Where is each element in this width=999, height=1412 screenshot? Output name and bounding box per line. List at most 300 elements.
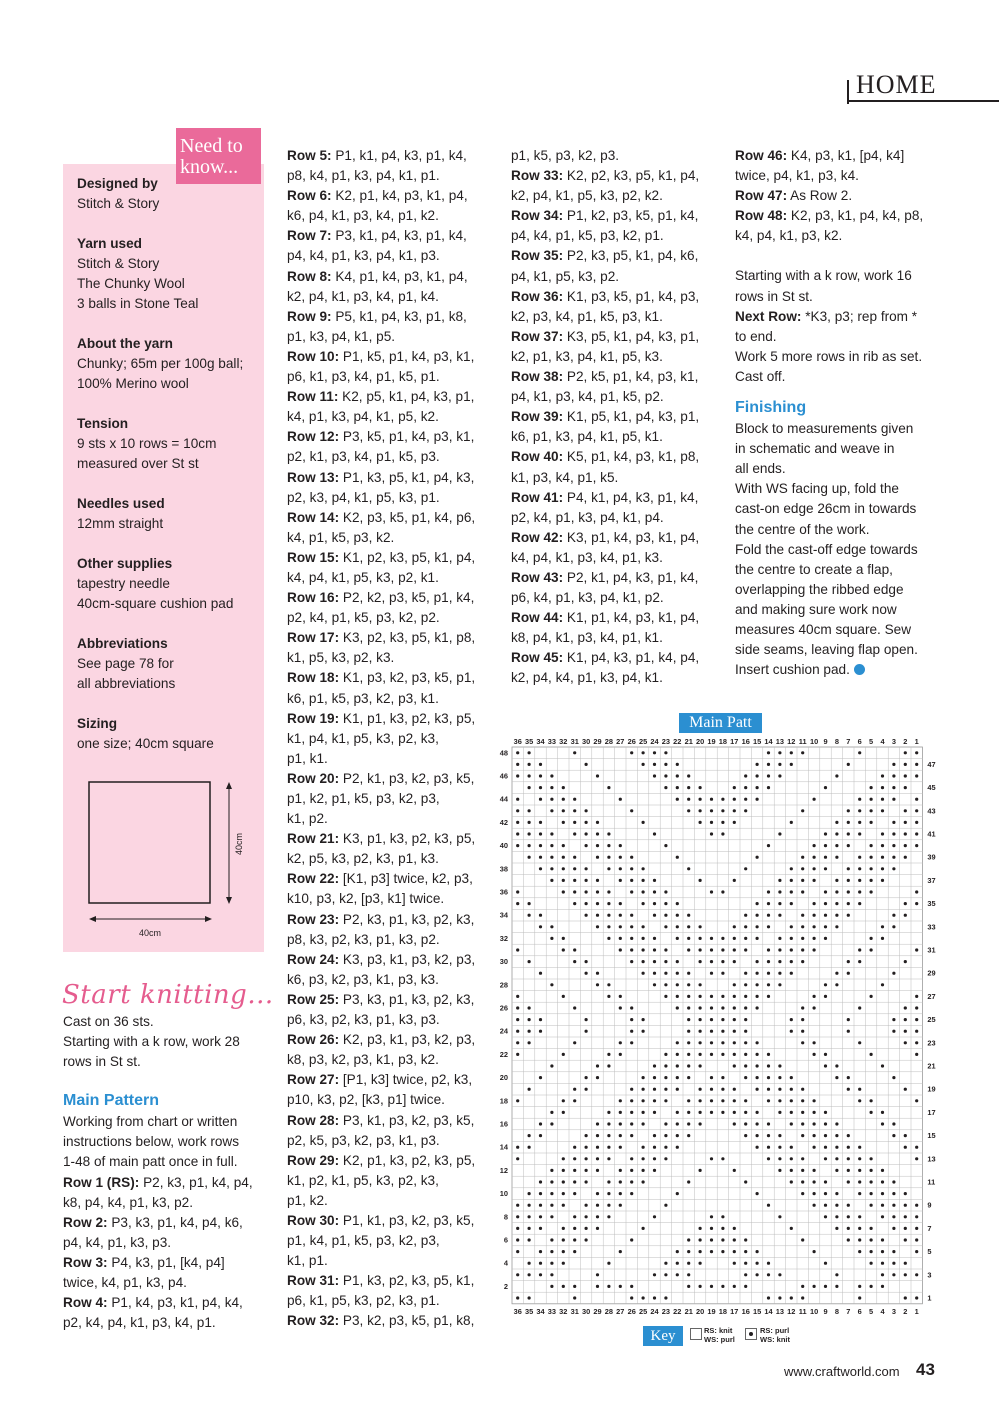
chart-stitch-dot bbox=[915, 1250, 918, 1253]
pattern-row-line bbox=[63, 1293, 278, 1313]
chart-stitch-dot bbox=[824, 1192, 827, 1195]
chart-column-number: 27 bbox=[616, 1306, 625, 1316]
chart-stitch-dot bbox=[858, 821, 861, 824]
pattern-row-line bbox=[287, 628, 497, 648]
chart-row-number: 48 bbox=[499, 748, 508, 758]
chart-stitch-dot bbox=[676, 960, 679, 963]
pattern-row-label: Row 40: bbox=[511, 449, 564, 465]
pattern-row-line bbox=[511, 668, 721, 688]
chart-stitch-dot bbox=[915, 995, 918, 998]
pattern-row-text: p4, k4, p1, k3, p3. bbox=[63, 1234, 172, 1250]
chart-stitch-dot bbox=[847, 1204, 850, 1207]
chart-stitch-dot bbox=[835, 1157, 838, 1160]
pattern-row-text: K1, p4, k3, p1, k4, p4, bbox=[566, 650, 700, 666]
pattern-row-line bbox=[287, 930, 497, 950]
chart-stitch-dot bbox=[642, 1030, 645, 1033]
chart-column-number: 12 bbox=[787, 737, 796, 746]
pattern-row-label: Row 35: bbox=[511, 248, 564, 264]
chart-stitch-dot bbox=[904, 1134, 907, 1137]
chart-stitch-dot bbox=[642, 972, 645, 975]
pattern-row-text: k2, p4, k1, p3, k4, p1, k4. bbox=[287, 288, 439, 304]
chart-stitch-dot bbox=[721, 1285, 724, 1288]
chart-stitch-dot bbox=[835, 1273, 838, 1276]
pattern-row-label: Row 37: bbox=[511, 328, 564, 344]
chart-stitch-dot bbox=[653, 1111, 656, 1114]
chart-stitch-dot bbox=[687, 1134, 690, 1137]
chart-stitch-dot bbox=[767, 902, 770, 905]
chart-stitch-dot bbox=[687, 983, 690, 986]
chart-stitch-dot bbox=[676, 1262, 679, 1265]
chart-stitch-dot bbox=[676, 1146, 679, 1149]
chart-stitch-dot bbox=[516, 751, 519, 754]
chart-row-number: 27 bbox=[927, 991, 936, 1001]
chart-stitch-dot bbox=[687, 948, 690, 951]
chart-stitch-dot bbox=[835, 1169, 838, 1172]
chart-stitch-dot bbox=[528, 1088, 531, 1091]
chart-stitch-dot bbox=[733, 960, 736, 963]
chart-row-number: 41 bbox=[927, 829, 936, 839]
pattern-row-label: Row 30: bbox=[287, 1212, 340, 1228]
chart-stitch-dot bbox=[824, 995, 827, 998]
chart-stitch-dot bbox=[756, 902, 759, 905]
chart-stitch-dot bbox=[778, 972, 781, 975]
chart-stitch-dot bbox=[562, 809, 565, 812]
pattern-row-line bbox=[511, 206, 721, 226]
chart-stitch-dot bbox=[733, 1018, 736, 1021]
pattern-row-text: As Row 2. bbox=[790, 188, 853, 204]
pattern-row-text: P2, k2, p3, k5, p1, k4, bbox=[342, 590, 475, 606]
chart-column-number: 15 bbox=[752, 1306, 762, 1316]
pattern-row-text: P3, k2, p3, k5, p1, k8, bbox=[342, 1313, 475, 1329]
chart-stitch-dot bbox=[904, 809, 907, 812]
chart-stitch-dot bbox=[664, 1122, 667, 1125]
pattern-row-line bbox=[511, 528, 721, 548]
chart-stitch-dot bbox=[596, 983, 599, 986]
chart-stitch-dot bbox=[619, 1192, 622, 1195]
chart-row-number: 25 bbox=[927, 1015, 936, 1025]
chart-stitch-dot bbox=[756, 1250, 759, 1253]
chart-stitch-dot bbox=[858, 1180, 861, 1183]
chart-stitch-dot bbox=[801, 937, 804, 940]
chart-stitch-dot bbox=[607, 1215, 610, 1218]
chart-stitch-dot bbox=[539, 972, 542, 975]
chart-stitch-dot bbox=[653, 832, 656, 835]
chart-stitch-dot bbox=[744, 1041, 747, 1044]
chart-stitch-dot bbox=[573, 832, 576, 835]
chart-stitch-dot bbox=[596, 1064, 599, 1067]
chart-stitch-dot bbox=[516, 1296, 519, 1299]
chart-stitch-dot bbox=[516, 1204, 519, 1207]
chart-stitch-dot bbox=[733, 798, 736, 801]
pattern-row-text: p1, k2. bbox=[287, 1192, 328, 1208]
chart-stitch-dot bbox=[904, 914, 907, 917]
chart-stitch-dot bbox=[653, 983, 656, 986]
chart-stitch-dot bbox=[892, 1192, 895, 1195]
pattern-row-line bbox=[63, 1313, 278, 1333]
chart-stitch-dot bbox=[562, 1169, 565, 1172]
chart-stitch-dot bbox=[585, 1030, 588, 1033]
pattern-row-line bbox=[287, 407, 497, 427]
pattern-row-label: Row 23: bbox=[287, 911, 340, 927]
chart-stitch-dot bbox=[562, 821, 565, 824]
chart-stitch-dot bbox=[585, 972, 588, 975]
chart-stitch-dot bbox=[585, 763, 588, 766]
chart-stitch-dot bbox=[619, 937, 622, 940]
pattern-row-text: k8, p4, k1, p3, k4, p1, k1. bbox=[511, 630, 663, 646]
chart-stitch-dot bbox=[642, 821, 645, 824]
chart-stitch-dot bbox=[892, 925, 895, 928]
chart-stitch-dot bbox=[824, 1146, 827, 1149]
chart-stitch-dot bbox=[744, 774, 747, 777]
chart-stitch-dot bbox=[596, 821, 599, 824]
chart-stitch-dot bbox=[870, 890, 873, 893]
chart-stitch-dot bbox=[824, 890, 827, 893]
chart-stitch-dot bbox=[664, 1088, 667, 1091]
chart-stitch-dot bbox=[630, 879, 633, 882]
pattern-row-text: K2, p1, k3, p2, k3, p5, bbox=[342, 1152, 476, 1168]
pattern-row-label: Row 42: bbox=[511, 529, 564, 545]
chart-stitch-dot bbox=[607, 995, 610, 998]
chart-stitch-dot bbox=[744, 1076, 747, 1079]
chart-stitch-dot bbox=[630, 914, 633, 917]
chart-stitch-dot bbox=[778, 960, 781, 963]
pattern-row-label: Row 36: bbox=[511, 288, 564, 304]
pattern-row-label: Row 12: bbox=[287, 429, 340, 445]
chart-stitch-dot bbox=[892, 832, 895, 835]
chart-row-number: 28 bbox=[499, 980, 508, 990]
pattern-row-text: p2, k4, p1, k3, p4, k1, p4. bbox=[511, 509, 664, 525]
chart-stitch-dot bbox=[699, 995, 702, 998]
chart-stitch-dot bbox=[676, 856, 679, 859]
chart-stitch-dot bbox=[756, 925, 759, 928]
chart-stitch-dot bbox=[562, 1111, 565, 1114]
chart-stitch-dot bbox=[824, 1134, 827, 1137]
chart-column-number: 25 bbox=[638, 1306, 648, 1316]
chart-stitch-dot bbox=[699, 1099, 702, 1102]
pattern-row-line bbox=[287, 387, 497, 407]
chart-stitch-dot bbox=[778, 751, 781, 754]
chart-stitch-dot bbox=[915, 890, 918, 893]
chart-stitch-dot bbox=[664, 983, 667, 986]
chart-stitch-dot bbox=[767, 1204, 770, 1207]
need-to-know-line: all abbreviations bbox=[77, 676, 176, 691]
pattern-rows-column-3 bbox=[511, 146, 721, 689]
chart-column-number: 36 bbox=[513, 1306, 522, 1316]
chart-stitch-dot bbox=[539, 1180, 542, 1183]
chart-stitch-dot bbox=[813, 937, 816, 940]
chart-stitch-dot bbox=[528, 1192, 531, 1195]
chart-stitch-dot bbox=[858, 902, 861, 905]
chart-stitch-dot bbox=[870, 995, 873, 998]
chart-stitch-dot bbox=[653, 1064, 656, 1067]
pattern-row-label: Row 6: bbox=[287, 188, 332, 204]
pattern-row-text: p1, k5, p3, k2, p3. bbox=[511, 148, 620, 163]
chart-stitch-dot bbox=[892, 798, 895, 801]
chart-stitch-dot bbox=[858, 1296, 861, 1299]
chart-column-number: 35 bbox=[524, 1306, 534, 1316]
chart-stitch-dot bbox=[881, 1238, 884, 1241]
chart-column-number: 30 bbox=[581, 1306, 591, 1316]
chart-stitch-dot bbox=[619, 1134, 622, 1137]
chart-stitch-dot bbox=[710, 832, 713, 835]
arrowhead-icon bbox=[89, 916, 96, 922]
chart-stitch-dot bbox=[642, 1111, 645, 1114]
chart-stitch-dot bbox=[835, 983, 838, 986]
chart-stitch-dot bbox=[721, 1099, 724, 1102]
chart-stitch-dot bbox=[870, 1227, 873, 1230]
pattern-row-line bbox=[287, 327, 497, 347]
chart-stitch-dot bbox=[642, 1296, 645, 1299]
chart-stitch-dot bbox=[573, 1146, 576, 1149]
chart-stitch-dot bbox=[562, 1204, 565, 1207]
chart-stitch-dot bbox=[767, 1134, 770, 1137]
chart-stitch-dot bbox=[904, 1192, 907, 1195]
pattern-row-text: twice, p4, k1, p3, k4. bbox=[735, 168, 859, 184]
chart-stitch-dot bbox=[642, 1076, 645, 1079]
chart-stitch-dot bbox=[904, 1030, 907, 1033]
pattern-row-line bbox=[735, 226, 945, 246]
chart-column-number: 30 bbox=[581, 737, 591, 746]
chart-stitch-dot bbox=[904, 960, 907, 963]
chart-stitch-dot bbox=[892, 774, 895, 777]
chart-column-number: 19 bbox=[707, 737, 716, 746]
chart-stitch-dot bbox=[813, 1041, 816, 1044]
chart-stitch-dot bbox=[744, 1238, 747, 1241]
pattern-row-label: Row 28: bbox=[287, 1112, 340, 1128]
chart-stitch-dot bbox=[881, 844, 884, 847]
need-to-know-line: 100% Merino wool bbox=[77, 376, 189, 391]
chart-stitch-dot bbox=[915, 1030, 918, 1033]
chart-stitch-dot bbox=[778, 1111, 781, 1114]
chart-stitch-dot bbox=[858, 1250, 861, 1253]
chart-stitch-dot bbox=[721, 995, 724, 998]
chart-stitch-dot bbox=[835, 832, 838, 835]
chart-stitch-dot bbox=[710, 972, 713, 975]
chart-stitch-dot bbox=[607, 1064, 610, 1067]
chart-stitch-dot bbox=[664, 786, 667, 789]
chart-stitch-dot bbox=[699, 1111, 702, 1114]
chart-stitch-dot bbox=[778, 1088, 781, 1091]
pattern-row-line bbox=[287, 427, 497, 447]
chart-stitch-dot bbox=[790, 1146, 793, 1149]
chart-stitch-dot bbox=[528, 1215, 531, 1218]
chart-stitch-dot bbox=[767, 1122, 770, 1125]
chart-stitch-dot bbox=[585, 960, 588, 963]
chart-stitch-dot bbox=[630, 1099, 633, 1102]
chart-stitch-dot bbox=[630, 1088, 633, 1091]
chart-stitch-dot bbox=[562, 1238, 565, 1241]
chart-stitch-dot bbox=[813, 798, 816, 801]
chart-stitch-dot bbox=[642, 867, 645, 870]
chart-stitch-dot bbox=[550, 983, 553, 986]
chart-stitch-dot bbox=[801, 809, 804, 812]
chart-stitch-dot bbox=[778, 1076, 781, 1079]
chart-row-number: 5 bbox=[927, 1247, 932, 1257]
pattern-row-label: Row 34: bbox=[511, 208, 564, 224]
chart-stitch-dot bbox=[562, 1250, 565, 1253]
chart-stitch-dot bbox=[516, 798, 519, 801]
chart-stitch-dot bbox=[653, 1088, 656, 1091]
chart-stitch-dot bbox=[687, 867, 690, 870]
chart-stitch-dot bbox=[710, 1285, 713, 1288]
chart-column-number: 9 bbox=[823, 737, 828, 746]
pattern-row-line bbox=[511, 427, 721, 447]
chart-stitch-dot bbox=[904, 1215, 907, 1218]
chart-stitch-dot bbox=[824, 856, 827, 859]
pattern-row-line bbox=[287, 648, 497, 668]
chart-stitch-dot bbox=[824, 1122, 827, 1125]
chart-stitch-dot bbox=[539, 1076, 542, 1079]
chart-stitch-dot bbox=[607, 1285, 610, 1288]
chart-stitch-dot bbox=[904, 1227, 907, 1230]
chart-stitch-dot bbox=[585, 821, 588, 824]
chart-stitch-dot bbox=[756, 786, 759, 789]
chart-stitch-dot bbox=[585, 1215, 588, 1218]
chart-stitch-dot bbox=[653, 960, 656, 963]
chart-stitch-dot bbox=[813, 1285, 816, 1288]
key-purl-text bbox=[760, 1326, 790, 1344]
chart-stitch-dot bbox=[892, 821, 895, 824]
chart-column-number: 13 bbox=[775, 737, 785, 746]
pattern-row-line bbox=[287, 689, 497, 709]
chart-stitch-dot bbox=[516, 1041, 519, 1044]
chart-row-number: 14 bbox=[499, 1142, 508, 1152]
pattern-row-line bbox=[287, 488, 497, 508]
chart-stitch-dot bbox=[915, 1204, 918, 1207]
chart-stitch-dot bbox=[607, 832, 610, 835]
chart-stitch-dot bbox=[790, 1018, 793, 1021]
chart-stitch-dot bbox=[744, 1180, 747, 1183]
chart-column-number: 20 bbox=[695, 1306, 705, 1316]
chart-stitch-dot bbox=[778, 1296, 781, 1299]
chart-stitch-dot bbox=[516, 1018, 519, 1021]
chart-stitch-dot bbox=[676, 914, 679, 917]
chart-stitch-dot bbox=[699, 1262, 702, 1265]
chart-stitch-dot bbox=[801, 960, 804, 963]
pattern-row-line bbox=[735, 146, 945, 166]
chart-column-number: 12 bbox=[787, 1306, 796, 1316]
pattern-row-line bbox=[735, 327, 945, 347]
chart-stitch-dot bbox=[710, 890, 713, 893]
chart-stitch-dot bbox=[847, 1180, 850, 1183]
chart-stitch-dot bbox=[699, 1122, 702, 1125]
need-to-know-line: 3 balls in Stone Teal bbox=[77, 296, 199, 311]
chart-stitch-dot bbox=[767, 774, 770, 777]
pattern-row-text: K3, p1, k3, p2, k3, p5, bbox=[342, 831, 476, 847]
chart-stitch-dot bbox=[596, 774, 599, 777]
chart-stitch-dot bbox=[573, 960, 576, 963]
chart-stitch-dot bbox=[607, 983, 610, 986]
chart-stitch-dot bbox=[573, 948, 576, 951]
chart-stitch-dot bbox=[539, 1204, 542, 1207]
pattern-row-label: Row 14: bbox=[287, 509, 340, 525]
pattern-row-text: P4, k1, p4, k3, p1, k4, bbox=[566, 489, 699, 505]
chart-stitch-dot bbox=[915, 1018, 918, 1021]
chart-stitch-dot bbox=[687, 1053, 690, 1056]
chart-stitch-dot bbox=[813, 948, 816, 951]
pattern-row-label: Row 15: bbox=[287, 549, 340, 565]
pattern-row-line bbox=[287, 608, 497, 628]
chart-stitch-dot bbox=[573, 890, 576, 893]
pattern-row-label: Row 1 (RS): bbox=[63, 1174, 140, 1190]
chart-stitch-dot bbox=[699, 1053, 702, 1056]
chart-stitch-dot bbox=[767, 763, 770, 766]
chart-stitch-dot bbox=[813, 1146, 816, 1149]
chart-stitch-dot bbox=[710, 809, 713, 812]
chart-stitch-dot bbox=[904, 1273, 907, 1276]
chart-stitch-dot bbox=[642, 763, 645, 766]
chart-stitch-dot bbox=[573, 867, 576, 870]
chart-stitch-dot bbox=[585, 1134, 588, 1137]
chart-stitch-dot bbox=[858, 1099, 861, 1102]
pattern-row-text: k10, p3, k2, [p3, k1] twice. bbox=[287, 891, 445, 907]
chart-stitch-dot bbox=[813, 1099, 816, 1102]
chart-stitch-dot bbox=[744, 1285, 747, 1288]
pattern-row-line bbox=[287, 307, 497, 327]
chart-stitch-dot bbox=[778, 1157, 781, 1160]
chart-column-number: 21 bbox=[684, 737, 693, 746]
chart-stitch-dot bbox=[847, 1088, 850, 1091]
chart-stitch-dot bbox=[550, 925, 553, 928]
chart-stitch-dot bbox=[710, 1238, 713, 1241]
chart-stitch-dot bbox=[687, 1180, 690, 1183]
pattern-row-text: P2, k1, p3, k2, p3, k5, bbox=[342, 770, 475, 786]
chart-stitch-dot bbox=[630, 1296, 633, 1299]
chart-stitch-dot bbox=[790, 960, 793, 963]
chart-stitch-dot bbox=[801, 1122, 804, 1125]
chart-stitch-dot bbox=[585, 1180, 588, 1183]
chart-stitch-dot bbox=[539, 1122, 542, 1125]
chart-stitch-dot bbox=[870, 1169, 873, 1172]
chart-stitch-dot bbox=[699, 1088, 702, 1091]
chart-stitch-dot bbox=[733, 1053, 736, 1056]
chart-stitch-dot bbox=[642, 751, 645, 754]
chart-stitch-dot bbox=[892, 1273, 895, 1276]
chart-row-number: 35 bbox=[927, 899, 936, 909]
chart-stitch-dot bbox=[721, 1030, 724, 1033]
chart-column-number: 10 bbox=[809, 737, 819, 746]
chart-stitch-dot bbox=[767, 1053, 770, 1056]
chart-column-number: 36 bbox=[513, 737, 522, 746]
pattern-row-line bbox=[511, 407, 721, 427]
chart-stitch-dot bbox=[653, 1157, 656, 1160]
finishing-line: the centre to create a flap, bbox=[735, 561, 893, 577]
chart-stitch-dot bbox=[858, 1192, 861, 1195]
chart-stitch-dot bbox=[915, 1146, 918, 1149]
chart-stitch-dot bbox=[847, 1076, 850, 1079]
chart-stitch-dot bbox=[687, 798, 690, 801]
chart-stitch-dot bbox=[664, 763, 667, 766]
chart-stitch-dot bbox=[778, 832, 781, 835]
need-to-know-line: 9 sts x 10 rows = 10cm bbox=[77, 436, 217, 451]
chart-stitch-dot bbox=[904, 1006, 907, 1009]
chart-stitch-dot bbox=[824, 832, 827, 835]
chart-stitch-dot bbox=[915, 1099, 918, 1102]
chart-stitch-dot bbox=[676, 1041, 679, 1044]
chart-row-number: 33 bbox=[927, 922, 936, 932]
pattern-row-line bbox=[735, 186, 945, 206]
pattern-row-line bbox=[287, 226, 497, 246]
chart-stitch-dot bbox=[756, 798, 759, 801]
chart-stitch-dot bbox=[550, 867, 553, 870]
need-to-know-section bbox=[77, 494, 257, 534]
chart-row-number: 3 bbox=[927, 1270, 932, 1280]
chart-stitch-dot bbox=[733, 1041, 736, 1044]
chart-stitch-dot bbox=[870, 1099, 873, 1102]
chart-stitch-dot bbox=[801, 1088, 804, 1091]
chart-stitch-dot bbox=[892, 972, 895, 975]
pattern-row-line bbox=[511, 226, 721, 246]
